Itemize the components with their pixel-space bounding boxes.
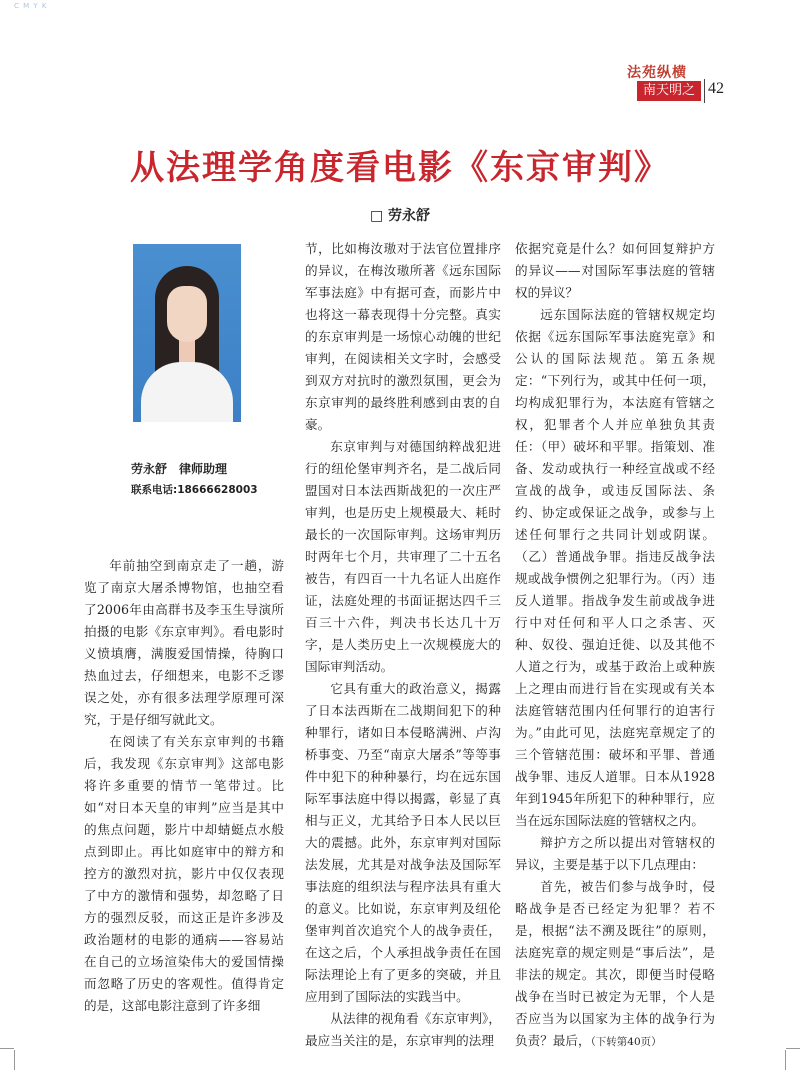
article-title: 从法理学角度看电影《东京审判》	[130, 148, 670, 188]
header-divider	[704, 79, 705, 103]
column-2	[305, 238, 501, 1052]
paragraph: 节，比如梅汝璈对于法官位置排序的异议，在梅汝璈所著《远东国际军事法庭》中有据可查，而影片中也将这一幕表现得十分完整。真实的东京审判是一场惊心动魄的世纪审判，在阅读相关文字时，会感受到双方对抗时的激烈氛围，更会为东京审判的最终胜利感到由衷的自豪。	[305, 241, 501, 432]
paragraph: 依据究竟是什么？如何回复辩护方的异议——对国际军事法庭的管辖权的异议？	[515, 241, 715, 300]
crop-mark	[0, 1048, 14, 1049]
paragraph: 辩护方之所以提出对管辖权的异议，主要是基于以下几点理由：	[515, 835, 715, 872]
author-caption: 劳永舒 律师助理	[131, 462, 228, 476]
paragraph: 在阅读了有关东京审判的书籍后，我发现《东京审判》这部电影将许多重要的情节一笔带过。比如“对日本天皇的审判”应当是其中的焦点问题，影片中却蜻蜓点水般点到即止。再比如庭审中的辩方和控方的激烈对抗，影片中仅仅表现了中方的激情和强势，却忽略了日方的强烈反驳，而这正是许多涉及政治题材的电影的通病——容易站在自己的立场渲染伟大的爱国情操而忽略了历史的客观性。值得肯定的是，这部电影注意到了许多细	[84, 734, 284, 1013]
column-label: 南天明之窗	[637, 81, 701, 101]
paragraph	[515, 876, 715, 1053]
paragraph-text: 首先，被告们参与战争时，侵略战争是否已经定为犯罪？若不是，根据“法不溯及既往”的原则，法庭宪章的规定则是“事后法”，是非法的规定。其次，即便当时侵略战争在当时已被定为无罪，个人是否应当为以国家为主体的战争行为负责？最后，	[515, 879, 715, 1048]
crop-mark	[786, 1048, 800, 1049]
column-1	[84, 555, 284, 1017]
paragraph: 东京审判与对德国纳粹战犯进行的纽伦堡审判齐名，是二战后同盟国对日本法西斯战犯的一次庄严审判，也是历史上规模最大、耗时最长的一次国际审判。这场审判历时两年七个月，共审理了二十五名被告，有四百一十九名证人出庭作证，法庭处理的书面证据达四千三百三十六件，判决书长达几十万字，是人类历史上一次规模庞大的国际审判活动。	[305, 439, 501, 674]
continued-note: （下转第40页）	[590, 1036, 662, 1048]
crop-mark	[14, 1050, 15, 1070]
cmyk-marks: C M Y K	[14, 2, 48, 10]
paragraph: 从法律的视角看《东京审判》，最应当关注的是，东京审判的法理	[305, 1011, 501, 1048]
author-line: □ 劳永舒	[369, 208, 431, 224]
section-label: 法苑纵横	[627, 65, 687, 81]
paragraph: 年前抽空到南京走了一趟，游览了南京大屠杀博物馆，也抽空看了2006年由高群书及李玉生导演所拍摄的电影《东京审判》。看电影时义愤填膺，满腹爱国情操，待胸口热血过去，仔细想来，电影不乏谬误之处，亦有很多法理学原理可深究，于是仔细写就此文。	[84, 558, 284, 727]
paragraph: 远东国际法庭的管辖权规定均依据《远东国际军事法庭宪章》和公认的国际法规范。第五条规定：“下列行为，或其中任何一项，均构成犯罪行为，本法庭有管辖之权，犯罪者个人并应单独负其责任：（甲）破坏和平罪。指策划、准备、发动或执行一种经宣战或不经宣战的战争，或违反国际法、条约、协定或保证之战争，或参与上述任何罪行之共同计划或阴谋。（乙）普通战争罪。指违反战争法规或战争惯例之犯罪行为。（丙）违反人道罪。指战争发生前或战争进行中对任何和平人口之杀害、灭种、奴役、强迫迁徙、以及其他不人道之行为，或基于政治上或种族上之理由而进行旨在实现或有关本法庭管辖范围内任何罪行的迫害行为。”由此可见，法庭宪章规定了的三个管辖范围：破坏和平罪、普通战争罪、违反人道罪。日本从1928年到1945年所犯下的种种罪行，应当在远东国际法庭的管辖权之内。	[515, 307, 715, 828]
paragraph: 它具有重大的政治意义，揭露了日本法西斯在二战期间犯下的种种罪行，诸如日本侵略满洲、卢沟桥事变、乃至“南京大屠杀”等等事件中犯下的种种暴行，均在远东国际军事法庭中得以揭露，彰显了真相与正义，尤其给予日本人民以巨大的震撼。此外，东京审判对国际法发展，尤其是对战争法及国际军事法庭的组织法与程序法具有重大的意义。比如说，东京审判及纽伦堡审判首次追究个人的战争责任，在这之后，个人承担战争责任在国际法理论上有了更多的突破，并且应用到了国际法的实践当中。	[305, 681, 501, 1004]
author-phone: 联系电话:18666628003	[131, 484, 258, 496]
crop-mark	[785, 1050, 786, 1070]
page-number: 42	[708, 80, 724, 97]
author-photo	[133, 244, 241, 422]
column-3	[515, 238, 715, 1053]
